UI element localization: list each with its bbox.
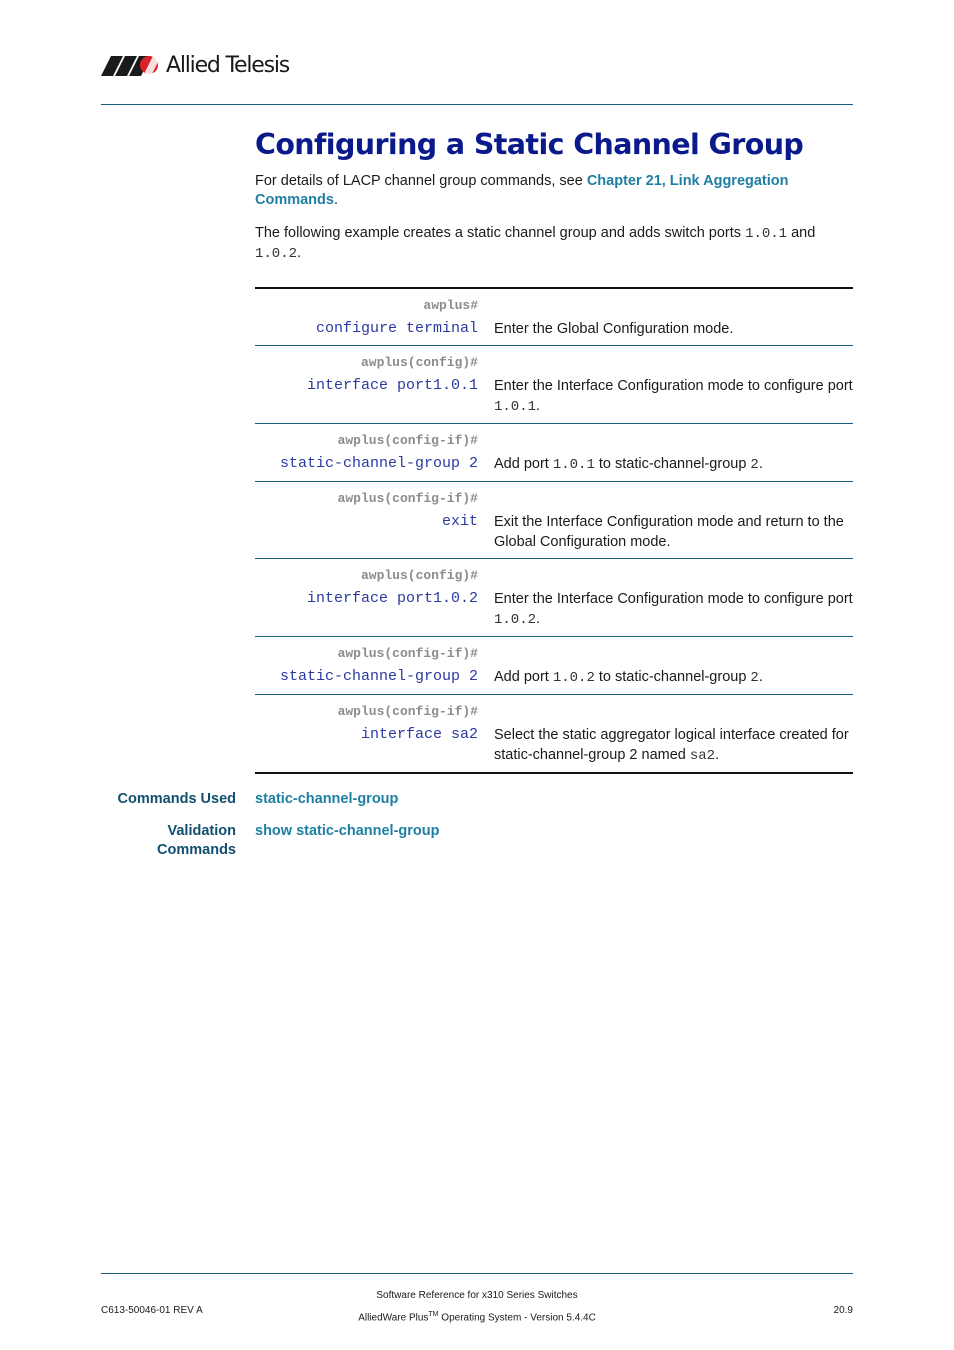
description-text: Enter the Interface Configuration mode to configure port: [494, 378, 853, 394]
command-cell: [255, 482, 486, 559]
trademark-sup: TM: [428, 1311, 439, 1318]
cli-command: interface port1.0.2: [306, 590, 478, 607]
command-description: [486, 424, 853, 482]
port-code: 1.0.1: [745, 226, 788, 242]
command-description: [486, 559, 853, 637]
cli-prompt: awplus#: [423, 298, 478, 313]
command-description: [486, 288, 853, 346]
cli-prompt: awplus(config-if)#: [337, 491, 478, 506]
cli-prompt: awplus(config)#: [360, 568, 478, 583]
validation-label-line2: Commands: [157, 842, 236, 858]
example-text-end: .: [297, 245, 302, 261]
inline-code: 1.0.1: [494, 399, 537, 415]
allied-telesis-logo-mark-icon: [101, 52, 163, 78]
port-code: 1.0.2: [255, 246, 298, 262]
example-paragraph: [255, 224, 853, 264]
cli-command: static-channel-group 2: [279, 455, 478, 472]
inline-code: 1.0.2: [494, 612, 537, 628]
description-text: .: [536, 398, 541, 414]
command-row: [255, 288, 853, 346]
description-text: to static-channel-group: [594, 456, 751, 472]
command-description: [486, 346, 853, 424]
cli-prompt: awplus(config-if)#: [337, 433, 478, 448]
example-text-and: and: [787, 225, 816, 241]
command-description: [486, 637, 853, 695]
description-text: Add port: [494, 669, 553, 685]
command-description: [486, 695, 853, 774]
inline-code: sa2: [689, 748, 716, 764]
cli-command: static-channel-group 2: [279, 668, 478, 685]
footer-rule: [101, 1273, 853, 1274]
intro-paragraph: [255, 172, 853, 210]
cli-command: interface sa2: [360, 726, 478, 743]
description-text: .: [715, 747, 720, 763]
command-cell: [255, 695, 486, 774]
main-content: [255, 125, 853, 264]
commands-used-link[interactable]: static-channel-group: [255, 791, 399, 807]
intro-text: For details of LACP channel group commands, see: [255, 173, 587, 189]
logo-text: Allied Telesis: [166, 52, 289, 78]
description-text: to static-channel-group: [594, 669, 751, 685]
inline-code: 1.0.2: [552, 670, 595, 686]
commands-used-label: Commands Used: [117, 791, 236, 807]
description-text: .: [758, 669, 763, 685]
description-text: .: [758, 456, 763, 472]
inline-code: 2: [750, 670, 759, 686]
cli-command: interface port1.0.1: [306, 377, 478, 394]
intro-text-end: .: [333, 192, 338, 208]
inline-code: 2: [750, 457, 759, 473]
allied-telesis-logo: [101, 50, 289, 80]
page-number: 20.9: [833, 1305, 853, 1316]
description-text: Exit the Interface Configuration mode and return to the Global Configuration mode.: [494, 514, 844, 550]
description-text: Select the static aggregator logical interface created for static-channel-group 2 named: [494, 727, 849, 763]
cli-command: configure terminal: [315, 320, 478, 337]
validation-commands-label: [157, 822, 236, 860]
validation-commands-link[interactable]: show static-channel-group: [255, 823, 440, 839]
command-cell: [255, 424, 486, 482]
footer-line2: [277, 1305, 677, 1327]
footer-version: Operating System - Version 5.4.4C: [438, 1312, 596, 1324]
description-text: Enter the Interface Configuration mode to configure port: [494, 591, 853, 607]
cli-prompt: awplus(config)#: [360, 355, 478, 370]
command-row: [255, 482, 853, 559]
command-cell: [255, 637, 486, 695]
footer-line1: Software Reference for x310 Series Switches: [376, 1290, 578, 1301]
command-row: [255, 424, 853, 482]
command-table: [255, 287, 853, 774]
command-row: [255, 559, 853, 637]
description-text: Enter the Global Configuration mode.: [494, 321, 734, 337]
footer-product: AlliedWare Plus: [358, 1312, 429, 1324]
cli-prompt: awplus(config-if)#: [337, 646, 478, 661]
description-text: Add port: [494, 456, 553, 472]
cli-command: exit: [441, 513, 478, 530]
document-id: C613-50046-01 REV A: [101, 1305, 203, 1316]
example-text: The following example creates a static channel group and adds switch ports: [255, 225, 746, 241]
command-row: [255, 695, 853, 774]
header-rule: [101, 104, 853, 105]
command-cell: [255, 346, 486, 424]
validation-label-line1: Validation: [167, 823, 236, 839]
page-title: Configuring a Static Channel Group: [255, 128, 804, 161]
command-description: [486, 482, 853, 559]
command-cell: [255, 288, 486, 346]
footer-title: [277, 1286, 677, 1327]
chapter-link[interactable]: Chapter 21, Link Aggregation Commands: [255, 173, 789, 208]
command-row: [255, 346, 853, 424]
description-text: .: [536, 611, 541, 627]
command-row: [255, 637, 853, 695]
inline-code: 1.0.1: [552, 457, 595, 473]
command-cell: [255, 559, 486, 637]
cli-prompt: awplus(config-if)#: [337, 704, 478, 719]
